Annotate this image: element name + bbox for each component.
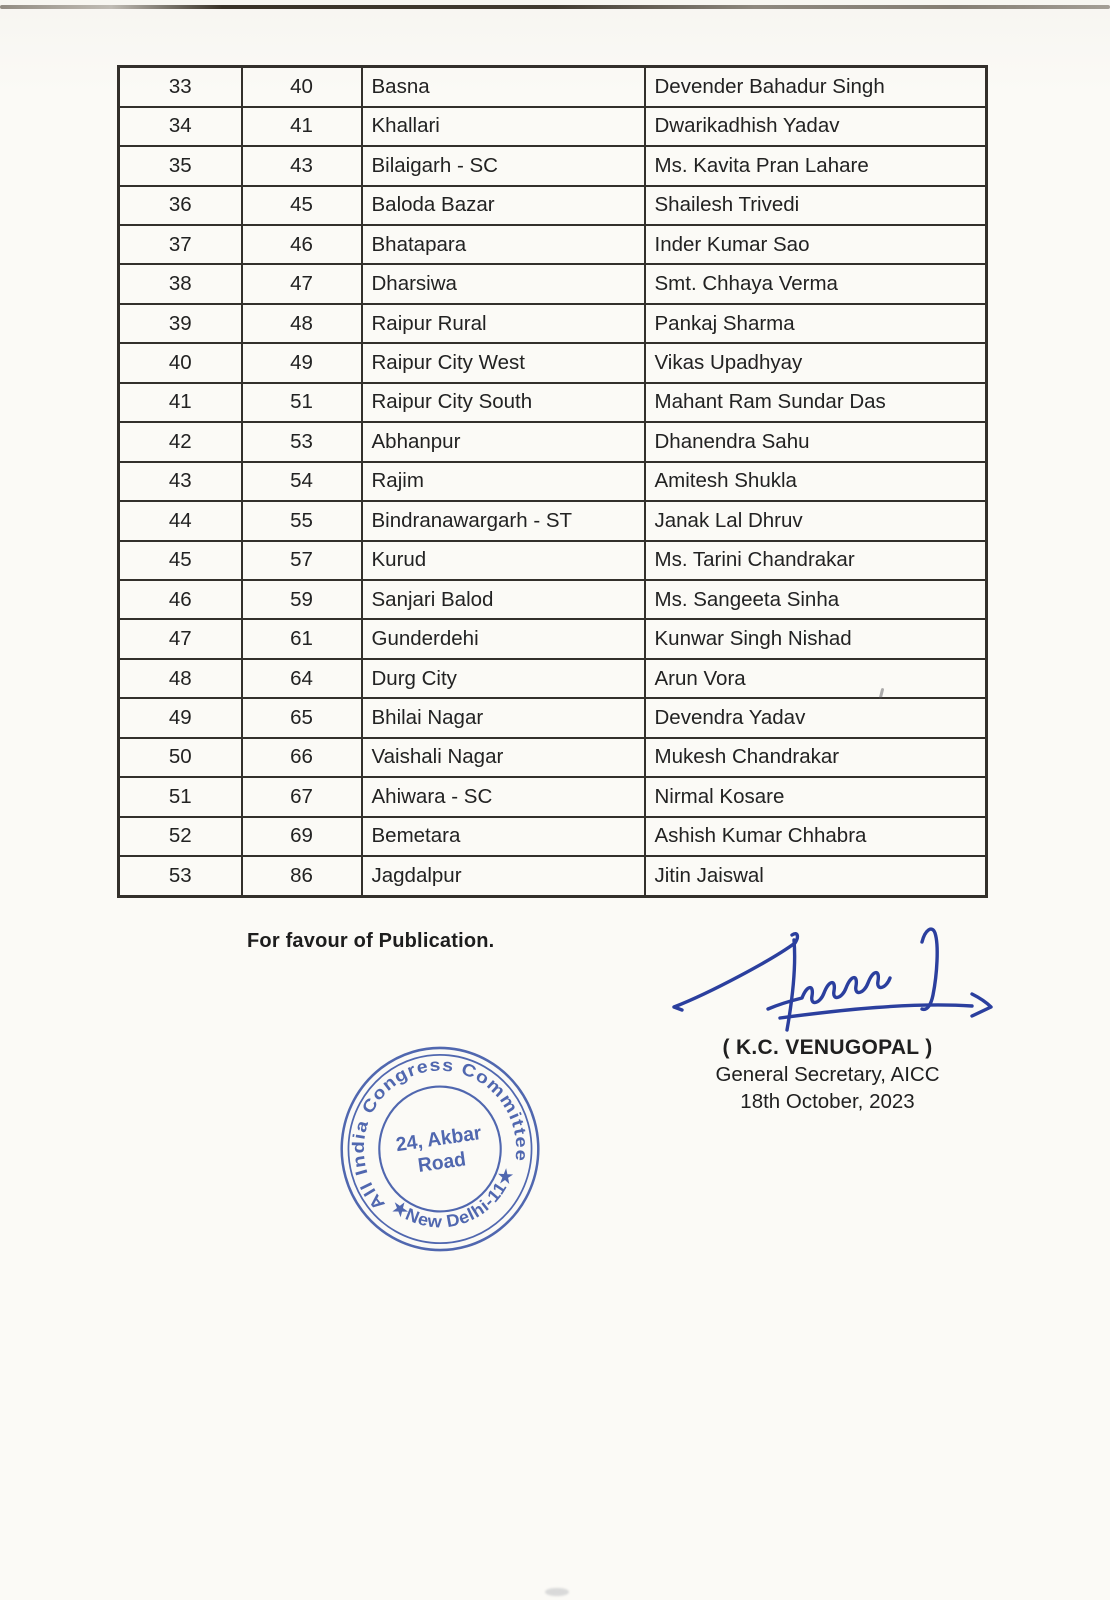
cell-constituency-name: Gunderdehi: [362, 619, 645, 658]
cell-serial-number: 43: [119, 462, 242, 501]
table-row: [119, 619, 987, 658]
signature-ink: [650, 890, 1010, 1040]
cell-serial-number: 37: [119, 225, 242, 264]
cell-serial-number: 44: [119, 501, 242, 540]
cell-constituency-number: 49: [242, 343, 362, 382]
cell-serial-number: 35: [119, 146, 242, 185]
cell-constituency-number: 86: [242, 856, 362, 896]
table-row: [119, 817, 987, 856]
cell-candidate-name: Mahant Ram Sundar Das: [645, 383, 987, 422]
cell-serial-number: 53: [119, 856, 242, 896]
cell-candidate-name: Amitesh Shukla: [645, 462, 987, 501]
candidate-table: [117, 65, 988, 898]
signatory-date: 18th October, 2023: [740, 1090, 915, 1113]
cell-constituency-name: Vaishali Nagar: [362, 738, 645, 777]
table-row: [119, 777, 987, 816]
cell-constituency-name: Bhatapara: [362, 225, 645, 264]
table-row: [119, 67, 987, 107]
cell-candidate-name: Devendra Yadav: [645, 698, 987, 737]
cell-constituency-name: Rajim: [362, 462, 645, 501]
cell-candidate-name: Pankaj Sharma: [645, 304, 987, 343]
cell-constituency-name: Raipur Rural: [362, 304, 645, 343]
table-row: [119, 462, 987, 501]
cell-candidate-name: Jitin Jaiswal: [645, 856, 987, 896]
cell-constituency-number: 65: [242, 698, 362, 737]
cell-constituency-name: Durg City: [362, 659, 645, 698]
cell-candidate-name: Dhanendra Sahu: [645, 422, 987, 461]
table-row: [119, 383, 987, 422]
cell-constituency-number: 51: [242, 383, 362, 422]
cell-serial-number: 38: [119, 264, 242, 303]
cell-constituency-number: 66: [242, 738, 362, 777]
candidate-table-body: [119, 67, 987, 897]
congress-committee-stamp: [334, 1040, 546, 1258]
scan-edge-artifact: [0, 5, 1110, 9]
cell-constituency-number: 67: [242, 777, 362, 816]
cell-serial-number: 47: [119, 619, 242, 658]
table-row: [119, 146, 987, 185]
table-row: [119, 304, 987, 343]
cell-candidate-name: Vikas Upadhyay: [645, 343, 987, 382]
cell-serial-number: 39: [119, 304, 242, 343]
cell-serial-number: 52: [119, 817, 242, 856]
cell-constituency-name: Bilaigarh - SC: [362, 146, 645, 185]
cell-constituency-number: 61: [242, 619, 362, 658]
signatory-name: ( K.C. VENUGOPAL ): [722, 1036, 933, 1059]
cell-candidate-name: Ms. Sangeeta Sinha: [645, 580, 987, 619]
cell-constituency-name: Basna: [362, 67, 645, 107]
table-row: [119, 343, 987, 382]
signatory-block: [650, 1034, 1005, 1115]
table-row: [119, 738, 987, 777]
cell-candidate-name: Janak Lal Dhruv: [645, 501, 987, 540]
cell-constituency-number: 43: [242, 146, 362, 185]
table-row: [119, 107, 987, 146]
cell-constituency-name: Bemetara: [362, 817, 645, 856]
signatory-title: General Secretary, AICC: [715, 1063, 940, 1086]
cell-serial-number: 48: [119, 659, 242, 698]
cell-serial-number: 36: [119, 186, 242, 225]
cell-serial-number: 34: [119, 107, 242, 146]
stamp-address-line1: 24, Akbar: [394, 1121, 483, 1157]
cell-constituency-name: Raipur City South: [362, 383, 645, 422]
cell-constituency-number: 55: [242, 501, 362, 540]
cell-constituency-name: Bindranawargarh - ST: [362, 501, 645, 540]
stamp-bottom-arc-text: ★New Delhi-11★: [387, 1166, 517, 1232]
cell-candidate-name: Inder Kumar Sao: [645, 225, 987, 264]
cell-candidate-name: Nirmal Kosare: [645, 777, 987, 816]
cell-candidate-name: Dwarikadhish Yadav: [645, 107, 987, 146]
cell-candidate-name: Ashish Kumar Chhabra: [645, 817, 987, 856]
cell-candidate-name: Smt. Chhaya Verma: [645, 264, 987, 303]
cell-serial-number: 42: [119, 422, 242, 461]
cell-constituency-name: Khallari: [362, 107, 645, 146]
table-row: [119, 186, 987, 225]
scan-artifact: [545, 1588, 569, 1596]
cell-constituency-name: Baloda Bazar: [362, 186, 645, 225]
cell-constituency-number: 54: [242, 462, 362, 501]
cell-constituency-name: Jagdalpur: [362, 856, 645, 896]
cell-serial-number: 46: [119, 580, 242, 619]
cell-serial-number: 40: [119, 343, 242, 382]
table-row: [119, 541, 987, 580]
table-row: [119, 264, 987, 303]
cell-candidate-name: Ms. Tarini Chandrakar: [645, 541, 987, 580]
stamp-address: [395, 1122, 487, 1180]
cell-constituency-name: Ahiwara - SC: [362, 777, 645, 816]
table-row: [119, 225, 987, 264]
cell-constituency-name: Bhilai Nagar: [362, 698, 645, 737]
table-row: [119, 422, 987, 461]
cell-serial-number: 51: [119, 777, 242, 816]
cell-constituency-number: 57: [242, 541, 362, 580]
cell-serial-number: 33: [119, 67, 242, 107]
cell-candidate-name: Devender Bahadur Singh: [645, 67, 987, 107]
stamp-org-arc-text: All India Congress Committee: [348, 1055, 532, 1214]
stamp-address-line2: Road: [416, 1148, 468, 1178]
cell-candidate-name: Ms. Kavita Pran Lahare: [645, 146, 987, 185]
cell-serial-number: 45: [119, 541, 242, 580]
cell-constituency-name: Sanjari Balod: [362, 580, 645, 619]
cell-constituency-number: 48: [242, 304, 362, 343]
table-row: [119, 580, 987, 619]
table-row: [119, 501, 987, 540]
cell-constituency-number: 41: [242, 107, 362, 146]
cell-candidate-name: Arun Vora: [645, 659, 987, 698]
table-row: [119, 698, 987, 737]
cell-candidate-name: Shailesh Trivedi: [645, 186, 987, 225]
cell-constituency-number: 47: [242, 264, 362, 303]
cell-constituency-name: Abhanpur: [362, 422, 645, 461]
cell-constituency-number: 59: [242, 580, 362, 619]
cell-constituency-number: 46: [242, 225, 362, 264]
table-row: [119, 659, 987, 698]
publication-note: For favour of Publication.: [247, 930, 495, 952]
cell-constituency-number: 69: [242, 817, 362, 856]
cell-constituency-name: Kurud: [362, 541, 645, 580]
cell-constituency-name: Raipur City West: [362, 343, 645, 382]
cell-serial-number: 49: [119, 698, 242, 737]
cell-constituency-number: 64: [242, 659, 362, 698]
cell-serial-number: 41: [119, 383, 242, 422]
cell-serial-number: 50: [119, 738, 242, 777]
cell-candidate-name: Mukesh Chandrakar: [645, 738, 987, 777]
cell-constituency-number: 40: [242, 67, 362, 107]
cell-constituency-number: 53: [242, 422, 362, 461]
cell-constituency-name: Dharsiwa: [362, 264, 645, 303]
cell-constituency-number: 45: [242, 186, 362, 225]
cell-candidate-name: Kunwar Singh Nishad: [645, 619, 987, 658]
